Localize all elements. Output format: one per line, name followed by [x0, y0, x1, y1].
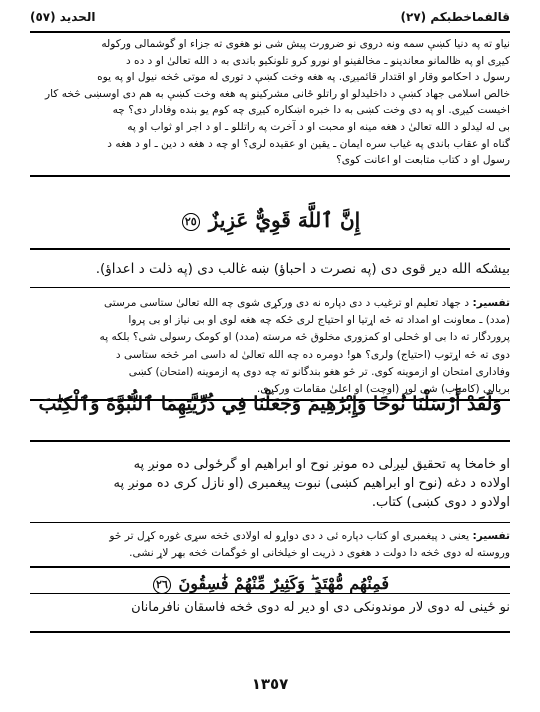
intro-line: اخيست كيږی. او په دی وخت كښی به دا خبره اښكاره كيږی چه كوم يو بنده وفادار دی؟ چه — [112, 104, 510, 117]
section-rule — [30, 248, 510, 250]
translation-line: او خامخا په تحقيق ليږلی ده مونږ نوح او ابراهيم او گرځولی ده مونږ په — [133, 457, 510, 472]
translation-verse-26 — [30, 455, 510, 512]
section-rule — [30, 175, 510, 177]
section-rule — [30, 566, 510, 568]
translation-verse-26b: نو ځينی له دوی لار موندونكی دی او دير له دوی څخه فاسقان نافرمانان — [131, 600, 510, 615]
intro-line: گناه او عقاب باندی په غياب سره ايمان ـ يقين او عقيده لری؟ او چه د هغه د دين ـ او د هغه د — [107, 137, 510, 150]
intro-line: بی له ليدلو د الله تعالیٰ د هغه مينه او محبت او د آخرت په راتللو ـ او د اجر او ثواب او په — [127, 120, 510, 133]
intro-line: رسول د احكامو وقار او اقتدار قائميږی. په هغه وخت كښې د توری له موتی څخه نيول او په يوه — [97, 71, 510, 84]
translation-verse-25: بيشكه الله دير قوی دی (په نصرت د احباؤ) ښه غالب دی (په ذلت د اعداؤ). — [95, 261, 510, 277]
tafseer-line: وفاداری امتحان او ازموينه كوی. تر څو هغو بندگانو ته چه دوی په ازموينه (امتحان) كښی — [128, 365, 510, 378]
header-left-title: الحديد (٥٧) — [30, 10, 96, 24]
header-right-title: قالفماخطبكم (٢٧) — [400, 10, 510, 24]
tafseer-label: تفسير: — [472, 297, 510, 309]
intro-paragraph — [30, 36, 510, 169]
page-header — [30, 8, 510, 30]
tafseer-line: بريالی (كامياب) شی لوړ (اوچت) او اعلیٰ مقامات وركړی. — [256, 383, 510, 396]
tafseer-line: تفسير: يعنی د پيغمبری او كتاب دپاره ئی د دی دواړو له اولادی څخه سړی غوره كړل تر څو — [109, 530, 510, 542]
verse-text: إِنَّ ٱللَّهَ قَوِيٌّ عَزِيزٌ — [208, 208, 361, 232]
tafseer-verse-26 — [30, 528, 510, 562]
page-number: ١٣٥٧ — [251, 675, 289, 693]
section-rule — [30, 287, 510, 288]
section-rule — [30, 440, 510, 442]
translation-line: اولادو د دوی كښی) كتاب. — [371, 495, 510, 510]
translation-line: اولاده د دغه (نوح او ابراهيم كښی) نبوت پيغمبری (او نازل كری ده مونږ په — [113, 476, 510, 491]
tafseer-line: (مدد) ـ معاونت او امداد ته څه اړتيا او احتياج لری څكه چه هغه لوی او بی نياز او بی پروا — [128, 314, 510, 327]
quran-verse-26: وَلَقَدْ أَرْسَلْنَا نُوحًا وَإِبْرَٰهِيمَ وَجَعَلْنَا فِي ذُرِّيَّتِهِمَا ٱلنُّبُوَّةَ وَٱلْكِتَٰبَ — [38, 393, 502, 415]
tafseer-line: دوی ته څه اړتوب (احتياج) ولری؟ هو! دومره ده چه الله تعالیٰ له داسی امر څخه ستاسی د — [115, 348, 510, 361]
tafseer-line: تفسير: د جهاد تعليم او ترغيب د دی دپاره نه دی وركړی شوی چه الله تعالیٰ ستاسی مرستی — [103, 297, 510, 309]
section-rule — [30, 522, 510, 523]
quran-verse-26b — [30, 574, 510, 594]
intro-line: خالص اسلامی جهاد كښې د داخليدلو او راتلو ځانی مشركينو په هغه وخت كښې به هم دی اوسښی څخه كار — [44, 87, 510, 100]
tafseer-line: پروردگار ته دا بی او څحلی او كمزوری مخلوق څه مرسته (مدد) او كومک رسولی شی؟ بلكه په — [99, 331, 510, 344]
intro-line: كيږی او په ظالمانو معاندينو ـ مخالفينو او نورو كرو تلونكيو باندی به د الله تعالیٰ او د ده د — [125, 54, 510, 67]
intro-line: نياو ته په دنيا كښې سمه ونه دروی نو ضرورت پيش شی نو هغوی ته جزاء او گوشمالی وركوله — [101, 38, 510, 50]
section-rule — [30, 593, 510, 594]
tafseer-verse-25 — [30, 295, 510, 398]
verse-number-badge: ٢٥ — [182, 213, 200, 231]
tafseer-label: تفسير: — [472, 530, 510, 542]
verse-number-badge: ٢٦ — [153, 576, 171, 594]
header-rule — [30, 31, 510, 33]
section-rule — [30, 631, 510, 633]
verse-text: فَمِنْهُم مُّهْتَدٍ ۖ وَكَثِيرٌ مِّنْهُمْ فَٰسِقُونَ — [178, 574, 390, 593]
tafseer-line: وروسته له دوی څخه دا دولت د هغوی د ذريت او خيلخانی او څوگمات څخه بهر لاړ نشی. — [129, 547, 510, 560]
intro-line: رسول او د كتاب متابعت او اعانت كوی؟ — [336, 154, 510, 167]
quran-verse-25 — [30, 208, 510, 232]
